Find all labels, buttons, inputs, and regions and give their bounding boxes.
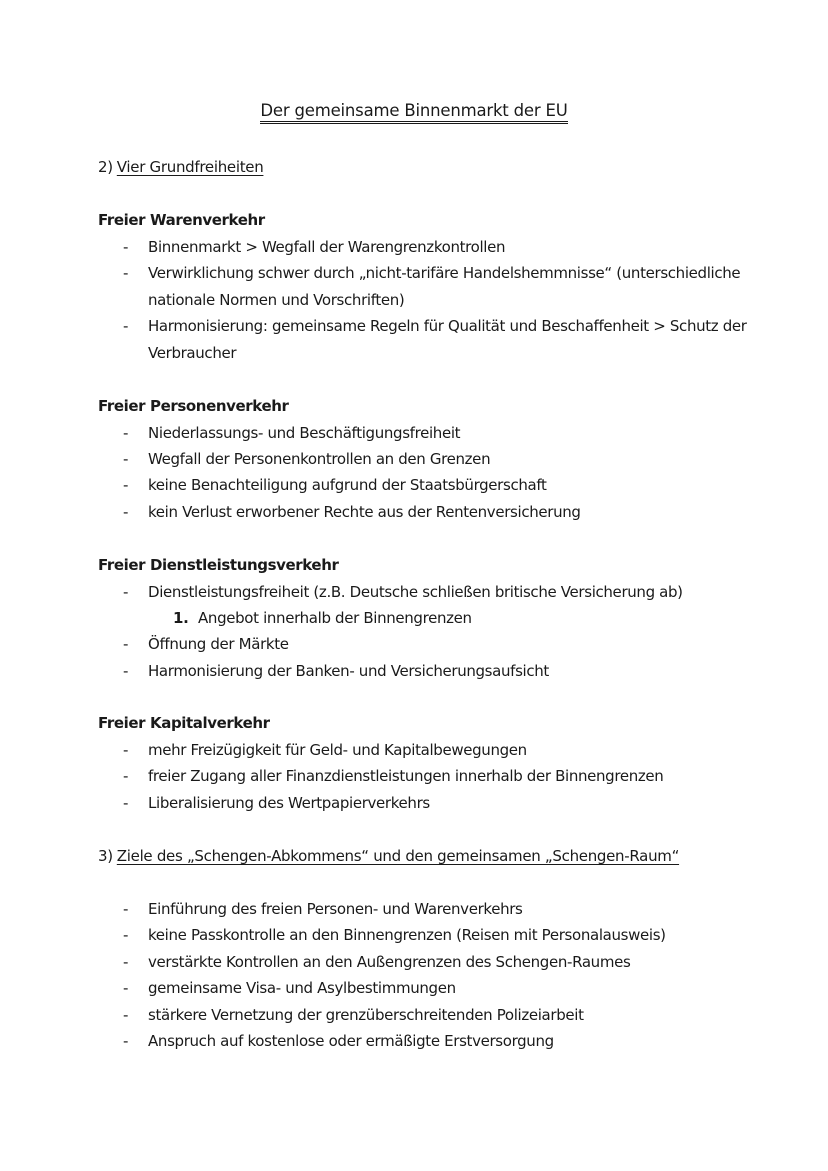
bullet-dash: -	[123, 794, 129, 812]
bullet-dash: -	[123, 317, 129, 335]
bullet-dash: -	[123, 767, 129, 785]
document-title: Der gemeinsame Binnenmarkt der EU	[0, 101, 828, 120]
document-page: Der gemeinsame Binnenmarkt der EU 2) Vier Grundfreiheiten Freier Warenverkehr - Binnenmarkt > Wegfall der Warengrenzkontrollen - Verwirklichung schwer durch „nicht-tarifäre Handelshemmnisse“ (unterschiedliche nationale Normen und Vorschriften) - Harmonisierung: gemeinsame Regeln für Qualität und Beschaffenheit > Schutz der Verbraucher Freier Personenverkehr - Niederlassungs- und Beschäftigungsfreiheit - Wegfall der Personenkontrollen an den Grenzen - keine Benachteiligung aufgrund der Staatsbürgerschaft - kein Verlust erworbener Rechte aus der Rentenversicherung Freier Dienstleistungsverkehr - Dienstleistungsfreiheit (z.B. Deutsche schließen britische Versicherung ab) 1. Angebot innerhalb der Binnengrenzen - Öffnung der Märkte - Harmonisierung der Banken- und Versicherungsaufsicht Freier Kapitalverkehr - mehr Freizügigkeit für Geld- und Kapitalbewegungen - freier Zugang aller Finanzdienstleistungen innerhalb der Binnengrenzen - Liberalisierung des Wertpapierverkehrs 3) Ziele des „Schengen-Abkommens“ und den gemeinsamen „Schengen-Raum“ - Einführung des freien Personen- und Warenverkehrs - keine Passkontrolle an den Binnengrenzen (Reisen mit Personalausweis) - verstärkte Kontrollen an den Außengrenzen des Schengen-Raumes - gemeinsame Visa- und Asylbestimmungen - stärkere Vernetzung der grenzüberschreitenden Polizeiarbeit - Anspruch auf kostenlose oder ermäßigte Erstversorgung	[0, 0, 828, 1171]
bullet-dash: -	[123, 424, 129, 442]
bullet-dash: -	[123, 953, 129, 971]
bullet-dash: -	[123, 741, 129, 759]
group-heading-personenverkehr: Freier Personenverkehr	[98, 397, 289, 415]
bullet-dash: -	[123, 583, 129, 601]
group-heading-kapitalverkehr: Freier Kapitalverkehr	[98, 714, 270, 732]
bullet-dash: -	[123, 476, 129, 494]
bullet-dash: -	[123, 662, 129, 680]
bullet-dash: -	[123, 926, 129, 944]
bullet-dash: -	[123, 900, 129, 918]
bullet-dash: -	[123, 238, 129, 256]
group-heading-dienstleistungsverkehr: Freier Dienstleistungsverkehr	[98, 556, 339, 574]
group-heading-warenverkehr: Freier Warenverkehr	[98, 211, 265, 229]
bullet-dash: -	[123, 635, 129, 653]
bullet-dash: -	[123, 264, 129, 282]
bullet-dash: -	[123, 1032, 129, 1050]
section-heading-grundfreiheiten: 2) Vier Grundfreiheiten	[98, 158, 264, 176]
bullet-dash: -	[123, 1006, 129, 1024]
bullet-dash: -	[123, 450, 129, 468]
bullet-dash: -	[123, 979, 129, 997]
section-heading-schengen: 3) Ziele des „Schengen-Abkommens“ und den gemeinsamen „Schengen-Raum“	[98, 847, 680, 865]
bullet-dash: -	[123, 503, 129, 521]
